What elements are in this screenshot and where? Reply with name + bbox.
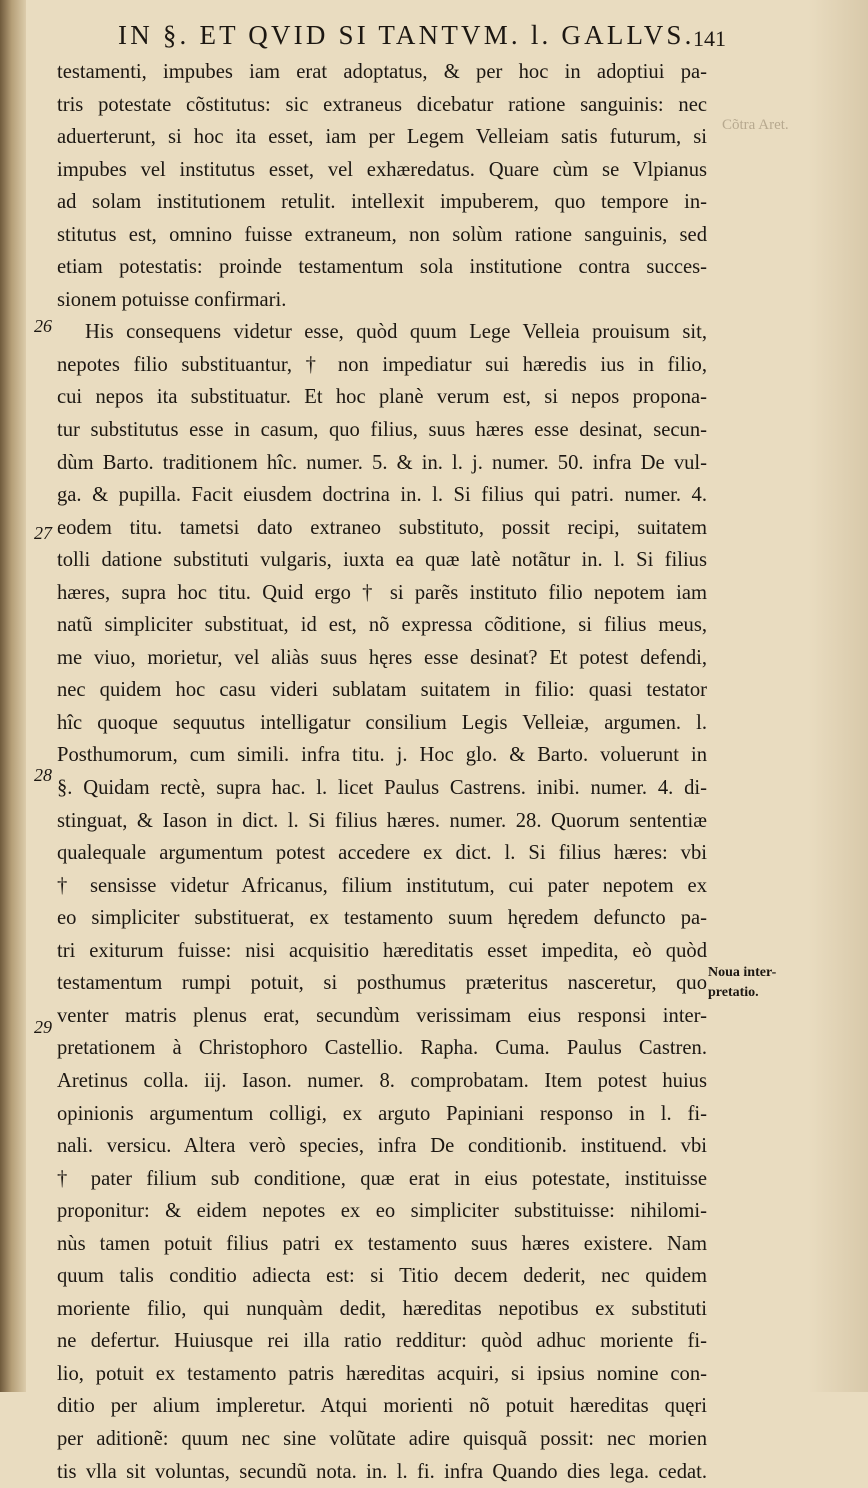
side-note: [708, 963, 818, 1003]
text-line: dùm Barto. traditionem hîc. numer. 5. & in. l. j. numer. 50. infra De vul-: [57, 451, 707, 474]
page-gutter-shadow: [0, 0, 26, 1392]
text-line: nali. versicu. Altera verò species, infra De conditionib. instituend. vbi: [57, 1135, 707, 1158]
text-line: natũ simpliciter substituat, id est, nõ expressa cõditione, si filius meus,: [57, 614, 707, 637]
text-line: lio, potuit ex testamento patris hæreditas acquiri, si ipsius nomine con-: [57, 1362, 707, 1385]
text-line: qualequale argumentum potest accedere ex dict. l. Si filius hæres: vbi: [57, 842, 707, 865]
text-line: † sensisse videtur Africanus, filium institutum, cui pater nepotem ex: [57, 874, 707, 897]
text-line: §. Quidam rectè, supra hac. l. licet Paulus Castrens. inibi. numer. 4. di-: [57, 777, 707, 800]
text-line-paragraph-start: His consequens videtur esse, quòd quum Lege Velleia prouisum sit,: [85, 321, 707, 344]
text-line: hîc quoque sequutus intelligatur consilium Legis Velleiæ, argumen. l.: [57, 711, 707, 734]
text-line: quum talis conditio adiecta est: si Titio decem dederit, nec quidem: [57, 1265, 707, 1288]
text-line: proponitur: & eidem nepotes ex eo simpliciter substituisse: nihilomi-: [57, 1200, 707, 1223]
text-line: stitutus est, omnino fuisse extraneum, non solùm ratione sanguinis, sed: [57, 223, 707, 246]
text-line: Aretinus colla. iij. Iason. numer. 8. comprobatam. Item potest huius: [57, 1069, 707, 1092]
text-line: me viuo, morietur, vel aliàs suus hęres esse desinat? Et potest defendi,: [57, 646, 707, 669]
text-line: ad solam institutionem retulit. intellexit impuberem, quo tempore in-: [57, 191, 707, 214]
text-line: nùs tamen potuit filius patri ex testamento suus hæres existere. Nam: [57, 1232, 707, 1255]
side-note-line: Noua inter-: [708, 965, 777, 980]
text-line: eo simpliciter substituerat, ex testamento suum hęredem defuncto pa-: [57, 907, 707, 930]
margin-line-number: 26: [34, 316, 52, 336]
page-number: 141: [693, 26, 726, 51]
text-line: ditio per alium impleretur. Atqui morienti nõ potuit hæreditas quęri: [57, 1395, 707, 1418]
margin-line-number: 27: [34, 523, 52, 543]
text-line: moriente filio, qui nunquàm dedit, hæreditas nepotibus ex substituti: [57, 1297, 707, 1320]
text-line: testamenti, impubes iam erat adoptatus, & per hoc in adoptiui pa-: [57, 61, 707, 83]
margin-line-number: 29: [34, 1017, 52, 1037]
text-line: hæres, supra hoc titu. Quid ergo † si parẽs instituto filio nepotem iam: [57, 581, 707, 604]
text-line: ga. & pupilla. Facit eiusdem doctrina in. l. Si filius qui patri. numer. 4.: [57, 484, 707, 507]
text-line: opinionis argumentum colligi, ex arguto Papiniani responso in l. fi-: [57, 1102, 707, 1125]
text-line: eodem titu. tametsi dato extraneo substituto, possit recipi, suitatem: [57, 516, 707, 539]
text-line: tri exiturum fuisse: nisi acquisitio hæreditatis esset impedita, eò quòd: [57, 939, 707, 962]
text-line: tis vlla sit voluntas, secundũ nota. in. l. fi. infra Quando dies lega. cedat.: [57, 1460, 707, 1483]
text-line: Posthumorum, cum simili. infra titu. j. Hoc glo. & Barto. voluerunt in: [57, 744, 707, 767]
text-line: cui nepos ita substituatur. Et hoc planè verum est, si nepos propona-: [57, 386, 707, 409]
text-line: per aditionẽ: quum nec sine volũtate adire quisquã possit: nec morien: [57, 1427, 707, 1450]
text-line: pretationem à Christophoro Castellio. Rapha. Cuma. Paulus Castren.: [57, 1037, 707, 1060]
text-line-paragraph-end: sionem potuisse confirmari.: [57, 288, 287, 311]
main-text-block: [57, 56, 707, 1488]
side-note-line: pretatio.: [708, 985, 759, 1000]
text-line: venter matris plenus erat, secundùm verissimam eius responsi inter-: [57, 1004, 707, 1027]
page-edge-shadow: [808, 0, 868, 1392]
text-line: nepotes filio substituantur, † non impediatur sui hæredis ius in filio,: [57, 353, 707, 376]
text-line: tur substitutus esse in casum, quo filius, suus hæres esse desinat, secun-: [57, 419, 707, 442]
text-line: nec quidem hoc casu videri sublatam suitatem in filio: quasi testator: [57, 679, 707, 702]
text-line: † pater filium sub conditione, quæ erat in eius potestate, instituisse: [57, 1167, 707, 1190]
text-line: tris potestate cõstitutus: sic extraneus dicebatur ratione sanguinis: nec: [57, 93, 707, 116]
text-line: aduerterunt, si hoc ita esset, iam per Legem Velleiam satis futurum, si: [57, 126, 707, 149]
text-line: ne defertur. Huiusque rei illa ratio redditur: quòd adhuc moriente fi-: [57, 1330, 707, 1353]
text-line: tolli datione substituti vulgaris, iuxta ea quæ latè notãtur in. l. Si filius: [57, 549, 707, 572]
text-line: impubes vel institutus esset, vel exhæredatus. Quare cùm se Vlpianus: [57, 158, 707, 181]
text-line: etiam potestatis: proinde testamentum sola institutione contra succes-: [57, 256, 707, 279]
bleed-through-margin-note: Cõtra Aret.: [722, 117, 789, 133]
running-title: IN §. ET QVID SI TANTVM. l. GALLVS.: [118, 20, 695, 50]
text-line: stinguat, & Iason in dict. l. Si filius hæres. numer. 28. Quorum sententiæ: [57, 809, 707, 832]
text-line: testamentum rumpi potuit, si posthumus præteritus nasceretur, quo: [57, 972, 707, 995]
margin-line-number: 28: [34, 765, 52, 785]
